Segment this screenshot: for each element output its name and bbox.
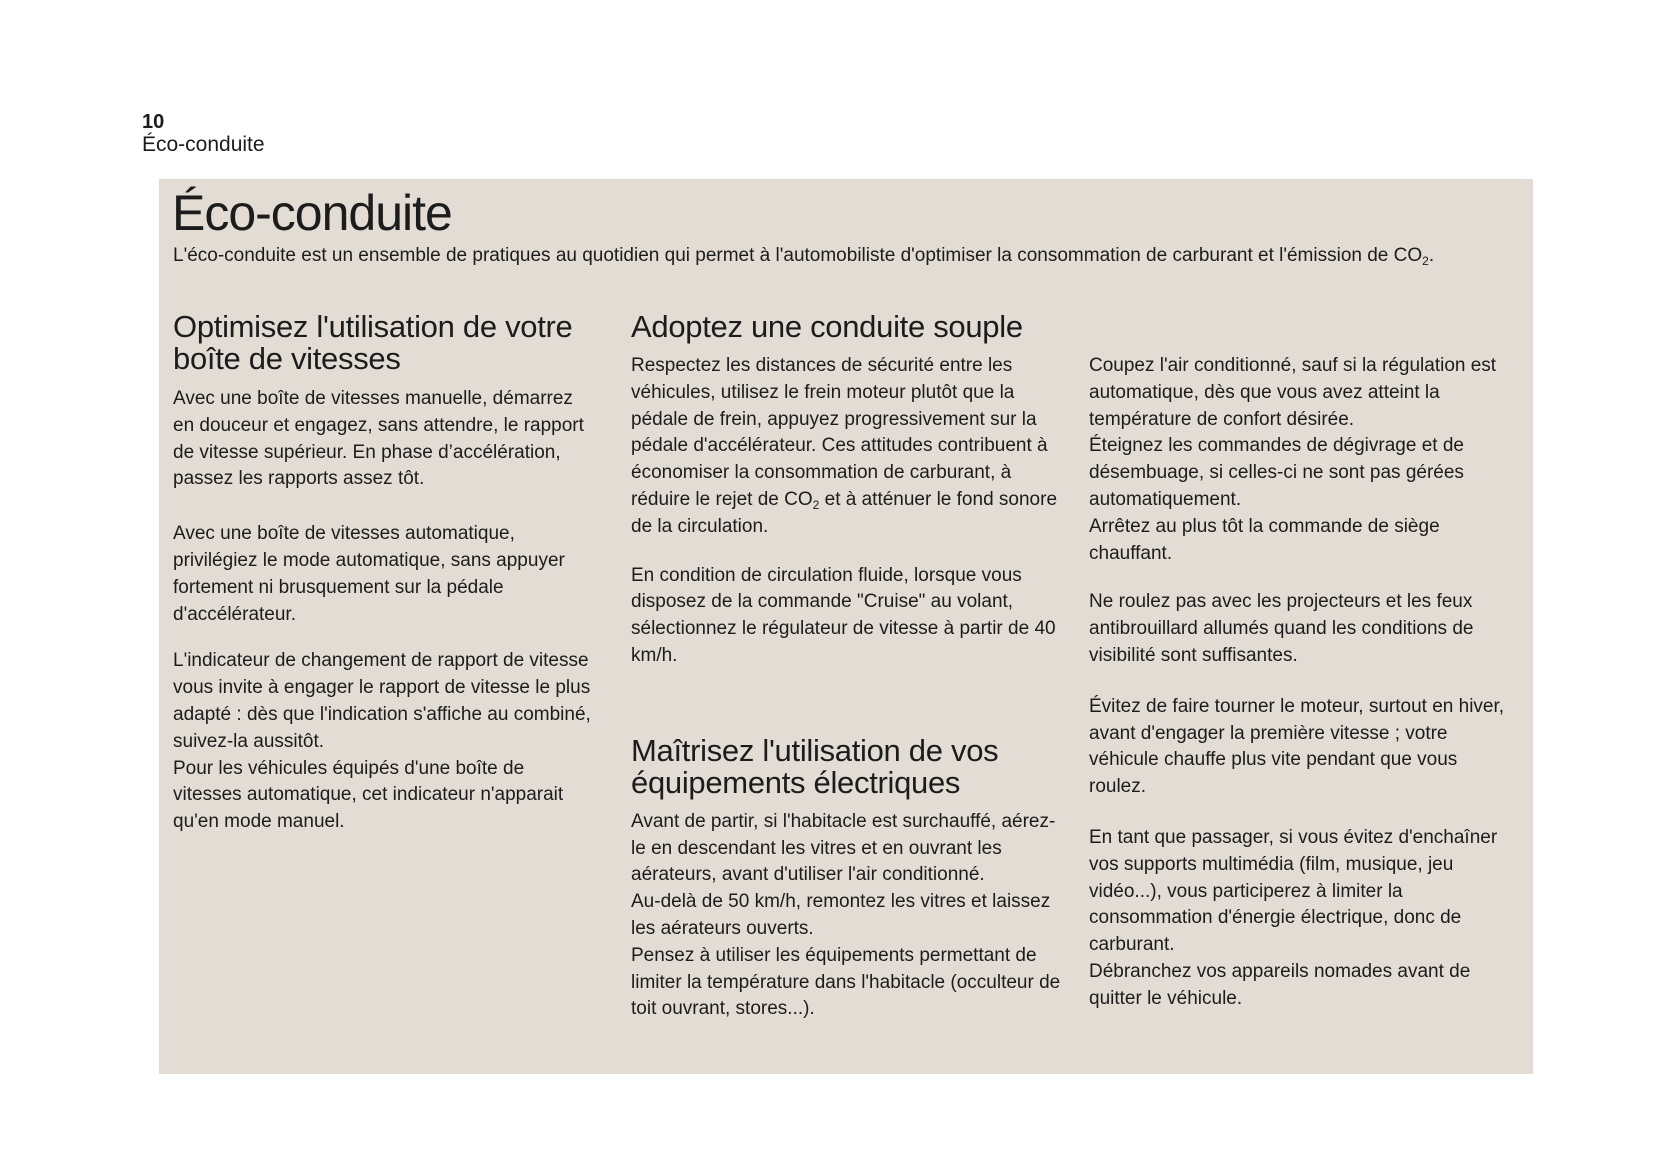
- paragraph-engine-warmup: Évitez de faire tourner le moteur, surtout en hiver, avant d'engager la première vitesse ; votre véhicule chauffe plus vite pendant que vous roulez.: [1089, 695, 1505, 798]
- column-electrical-tips: [1089, 311, 1519, 1013]
- intro-paragraph: [173, 242, 1513, 269]
- eco-driving-panel: [159, 179, 1533, 1074]
- heading-gearbox-line2: boîte de vitesses: [173, 341, 401, 376]
- paragraph-automatic-gearbox: Avec une boîte de vitesses automatique, privilégiez le mode automatique, sans appuyer fortement ni brusquement sur la pédale d'accélérateur.: [173, 523, 565, 625]
- heading-gearbox: [173, 311, 598, 375]
- paragraph-sunblinds: Pensez à utiliser les équipements permettant de limiter la température dans l'habitacle (occulteur de toit ouvrant, stores...).: [631, 944, 1061, 1020]
- paragraph-multimedia: En tant que passager, si vous évitez d'enchaîner vos supports multimédia (film, musique, jeu vidéo...), vous participerez à limiter la consommation d'énergie électrique, donc de carburant.: [1089, 826, 1498, 956]
- safety-distances-text-end: et à atténuer le fond sonore de la circulation.: [631, 488, 1058, 537]
- page-title: Éco-conduite: [172, 185, 452, 241]
- heading-electrical-line1: Maîtrisez l'utilisation de vos: [631, 732, 999, 768]
- safety-distances-text: Respectez les distances de sécurité entre les véhicules, utilisez le frein moteur plutôt que la pédale de frein, appuyez progressivement sur la pédale d'accélérateur. Ces attitudes contribuent à économiser la consommation de carburant, à réduire le rejet de CO: [631, 355, 1048, 510]
- section-label: Éco-conduite: [142, 133, 265, 156]
- column-gearbox: [173, 311, 598, 836]
- paragraph-cruise-control: En condition de circulation fluide, lorsque vous disposez de la commande "Cruise" au volant, sélectionnez le régulateur de vitesse à partir de 40 km/h.: [631, 564, 1056, 666]
- paragraph-gear-indicator-auto: Pour les véhicules équipés d'une boîte de vitesses automatique, cet indicateur n'apparait qu'en mode manuel.: [173, 757, 564, 833]
- intro-text-end: .: [1428, 245, 1435, 266]
- paragraph-headlights: Ne roulez pas avec les projecteurs et les feux antibrouillard allumés quand les conditions de visibilité sont suffisantes.: [1089, 591, 1474, 666]
- intro-text: L'éco-conduite est un ensemble de pratiques au quotidien qui permet à l'automobiliste d'optimiser la consommation de carburant et l'émission de CO: [173, 245, 1423, 266]
- paragraph-heated-seat: Arrêtez au plus tôt la commande de siège chauffant.: [1089, 515, 1440, 564]
- column-smooth-driving: [631, 311, 1061, 1023]
- heading-smooth-driving: Adoptez une conduite souple: [631, 309, 1023, 344]
- heading-gearbox-line1: Optimisez l'utilisation de votre: [173, 309, 573, 344]
- paragraph-cabin-ventilation: Avant de partir, si l'habitacle est surchauffé, aérez-le en descendant les vitres et en ouvrant les aérateurs, avant d'utiliser l'air conditionné.: [631, 810, 1056, 886]
- paragraph-windows: Au-delà de 50 km/h, remontez les vitres et laissez les aérateurs ouverts.: [631, 891, 1051, 939]
- page-header: [142, 111, 265, 157]
- heading-electrical-line2: équipements électriques: [631, 764, 961, 800]
- paragraph-gear-indicator: L'indicateur de changement de rapport de vitesse vous invite à engager le rapport de vitesse le plus adapté : dès que l'indication s'affiche au combiné, suivez-la aussitôt.: [173, 650, 591, 752]
- paragraph-safety-distances: [631, 353, 1061, 541]
- paragraph-defrost: Éteignez les commandes de dégivrage et de désembuage, si celles-ci ne sont pas gérées automatiquement.: [1089, 435, 1464, 510]
- heading-electrical-equipment: [631, 732, 1061, 800]
- paragraph-air-conditioning: Coupez l'air conditionné, sauf si la régulation est automatique, dès que vous avez atteint la température de confort désirée.: [1089, 355, 1497, 430]
- co2-subscript: 2: [812, 497, 820, 512]
- paragraph-nomad-devices: Débranchez vos appareils nomades avant de quitter le véhicule.: [1089, 960, 1471, 1009]
- page-number: 10: [142, 111, 165, 133]
- co2-subscript: 2: [1422, 254, 1429, 268]
- paragraph-manual-gearbox: Avec une boîte de vitesses manuelle, démarrez en douceur et engagez, sans attendre, le rapport de vitesse supérieur. En phase d’accélération, passez les rapports assez tôt.: [173, 388, 584, 490]
